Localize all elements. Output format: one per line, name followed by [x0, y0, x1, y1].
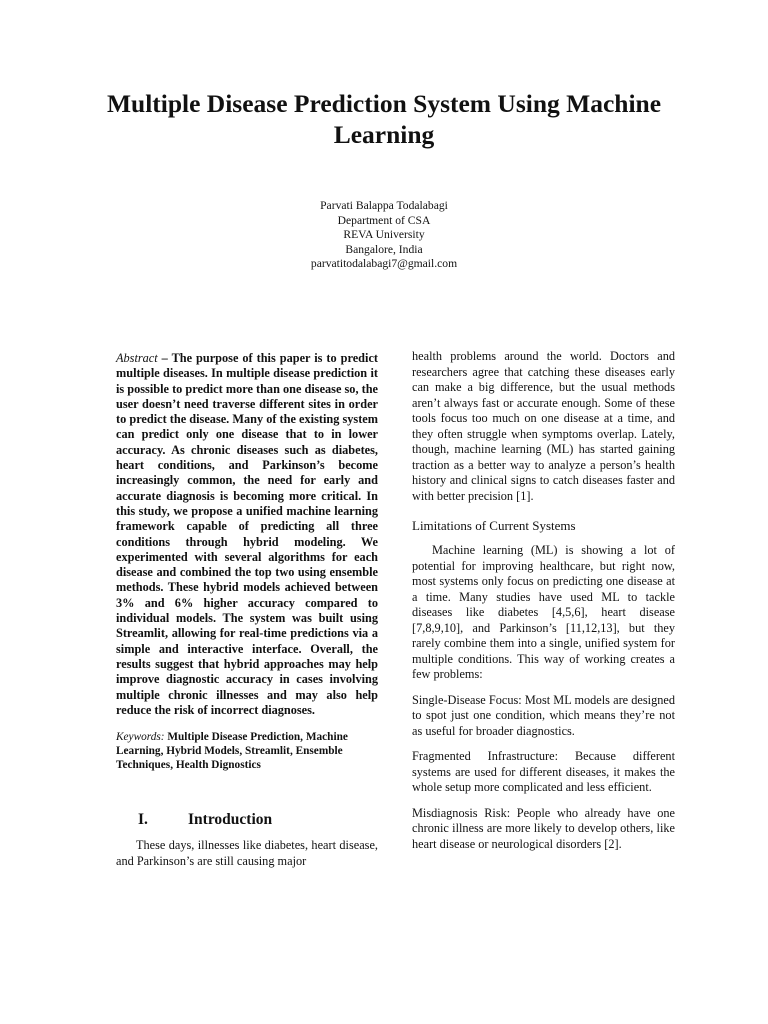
- misdiagnosis-risk-paragraph: Misdiagnosis Risk: People who already have one chronic illness are more likely to develop others, like heart disease or neurological disorders [2].: [412, 805, 675, 851]
- abstract-label: Abstract: [116, 351, 158, 365]
- keywords: [116, 730, 378, 772]
- abstract-text: – The purpose of this paper is to predict multiple diseases. In multiple disease prediction it is possible to predict more than one disease so, the user doesn’t need traverse different sites in order to predict the disease. Many of the existing system can predict only one disease that to in lower accuracy. As chronic diseases such as diabetes, heart conditions, and Parkinson’s become increasingly common, the need for early and accurate diagnosis is becoming more critical. In this study, we propose a unified machine learning framework capable of predicting all three conditions through hybrid modeling. We experimented with several algorithms for each disease and combined the top two using ensemble methods. These hybrid models achieved between 3% and 6% higher accuracy compared to individual models. The system was built using Streamlit, allowing for real-time predictions via a simple and interactive interface. Overall, the results suggest that hybrid approaches may help improve diagnostic accuracy in cases involving multiple chronic illnesses and may also help reduce the risk of incorrect diagnoses.: [116, 351, 378, 717]
- single-disease-paragraph: Single-Disease Focus: Most ML models are designed to spot just one condition, which means they’re not as useful for broader diagnostics.: [412, 692, 675, 738]
- limitations-paragraph: Machine learning (ML) is showing a lot of potential for improving healthcare, but right now, most systems only focus on predicting one disease at a time. Many studies have used ML to tackle diseases like diabetes [4,5,6], heart disease [7,8,9,10], and Parkinson’s [11,12,13], but they rarely combine them into a single, unified system for multiple conditions. This way of working creates a few problems:: [412, 543, 675, 681]
- right-column: [412, 349, 675, 852]
- author-location: Bangalore, India: [345, 242, 423, 256]
- keywords-text: Multiple Disease Prediction, Machine Learning, Hybrid Models, Streamlit, Ensemble Techniques, Health Dignostics: [116, 731, 348, 772]
- keywords-label: Keywords:: [116, 731, 165, 744]
- intro-paragraph: These days, illnesses like diabetes, heart disease, and Parkinson’s are still causing major: [116, 838, 378, 868]
- author-department: Department of CSA: [337, 213, 431, 227]
- author-email: parvatitodalabagi7@gmail.com: [310, 257, 458, 271]
- subheading-limitations: Limitations of Current Systems: [412, 518, 576, 533]
- author-block: [234, 199, 534, 272]
- intro-continued-paragraph: health problems around the world. Doctors and researchers agree that catching these diseases early can make a big difference, but the usual methods aren’t always fast or accurate enough. Some of these tools focus too much on one disease at a time, and they often struggle when symptoms overlap. Lately, though, machine learning (ML) has started gaining traction as a better way to analyze a person’s health history and clinical signs to catch diseases faster and with better precision [1].: [412, 349, 675, 503]
- author-university: REVA University: [343, 228, 425, 242]
- abstract: [116, 351, 378, 718]
- section-number: I.: [138, 811, 148, 829]
- section-heading-introduction: [116, 810, 378, 830]
- paper-title: Multiple Disease Prediction System Using Machine Learning: [106, 89, 662, 149]
- section-title: Introduction: [188, 811, 273, 829]
- fragmented-infrastructure-paragraph: Fragmented Infrastructure: Because different systems are used for different diseases, it makes the whole setup more complicated and less efficient.: [412, 749, 675, 794]
- left-column: [116, 351, 378, 869]
- author-name: Parvati Balappa Todalabagi: [320, 199, 448, 212]
